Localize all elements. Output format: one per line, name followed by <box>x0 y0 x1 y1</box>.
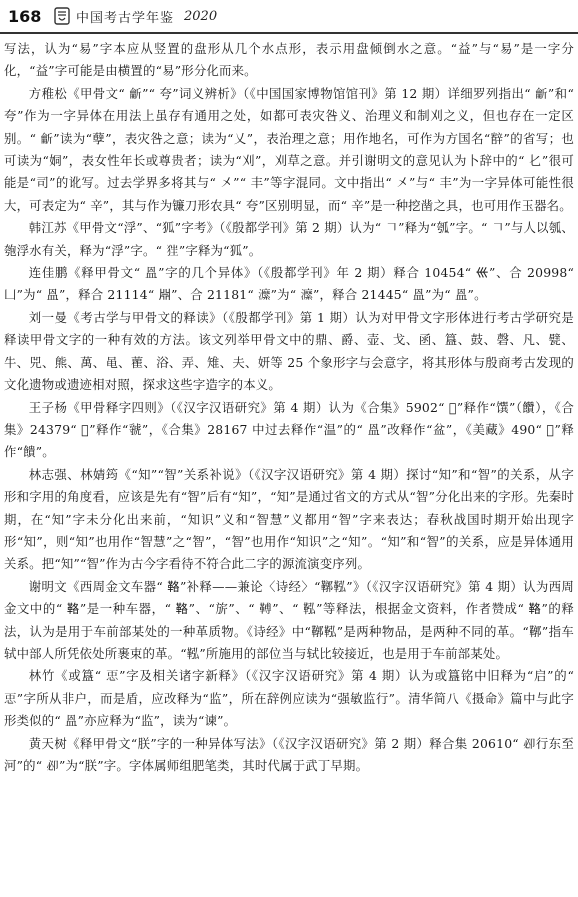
paragraph: 林志强、林婧筠《“知”“智”关系补说》（《汉字汉语研究》第 4 期）探讨“知”和“智”的关系，从字形和字用的角度看，应该是先有“智”后有“知”，“知”是通过省文的方式从“智”分化出来的字形。先秦时期，在“知”字未分化出来前，“知识”义和“智慧”义都用“智”字来表达；春秋战国时期开始出现字形“知”，则“知”也用作“智慧”之“智”，“智”也用作“知识”之“知”。“知”和“智”的关系，应是异体通用关系。把“知”“智”作为古今字看待不符合此二字的源流演变序列。 <box>4 466 574 572</box>
yearbook-logo-icon <box>54 7 70 25</box>
paragraph: 黄天树《释甲骨文“朕”字的一种异体写法》（《汉字汉语研究》第 2 期）释合集 20610“ 𠨘行东至河”的“ 𠨘”为“朕”字。字体属师组肥笔类，其时代属于武丁早期。 <box>4 735 574 773</box>
paragraph: 王子杨《甲骨释字四则》（《汉字汉语研究》第 4 期）认为《合集》5902“ 𩚺”释作“馔”（饡），《合集》24379“ 𧆞”释作“虢”，《合集》28167 中过去释作“温”的“ 𥁕”改释作“盆”，《美藏》490“ 𩚺”释作“饋”。 <box>4 399 574 460</box>
header-rule <box>0 32 578 34</box>
paragraph: 谢明文《西周金文车器“ 𩊚”补释——兼论〈诗经〉“鞹鞃”》（《汉字汉语研究》第 4 期）认为西周金文中的“ 𩊚”是一种车器，“ 𩊚”、“旂”、“ 𩌏”、“ 鞃”等释法，根据金文资料，作者赞成“ 𩊚”的释法，认为是用于车前部某处的一种革质物。《诗经》中“鞹鞃”是两种物品，是两种不同的革。“鞹”指车轼中部人所凭依处所裹束的革。“鞃”所施用的部位当与轼比较接近，也是用于车前部某处。 <box>4 578 574 661</box>
page-number: 168 <box>8 6 42 26</box>
running-header <box>0 0 578 32</box>
journal-year: 2020 <box>184 8 218 24</box>
paragraph: 连佳鹏《释甲骨文“ 𥁕”字的几个异体》（《殷都学刊》年 2 期）释合 10454“ 𡿧”、合 20998“ 凵”为“ 𥁕”，释合 21114“ 𣶒”、合 21181“ 𤃰”为“ 𤃰”，释合 21445“ 𥁕”为“ 𥁕”。 <box>4 265 574 303</box>
article-body <box>4 38 574 777</box>
journal-title: 中国考古学年鉴 <box>76 10 175 26</box>
paragraph: 刘一曼《考古学与甲骨文的释读》（《殷都学刊》第 1 期）认为对甲骨文字形体进行考古学研究是释读甲骨文字的一种有效的方法。该文列举甲骨文中的鼎、爵、壶、戈、函、簋、鼓、磬、凡、甓、牛、兕、熊、萬、黾、雚、浴、弄、雉、夫、妍等 25 个象形字与会意字，将其形体与殷商考古发现的文化遗物或遗迹相对照，探求这些字造字的本义。 <box>4 309 574 393</box>
paragraph: 写法，认为“易”字本应从竖置的盘形从几个水点形，表示用盘倾倒水之意。“益”与“易”是一字分化，“益”字可能是由横置的“易”形分化而来。 <box>4 41 574 79</box>
paragraph: 林竹《或簋“ 𢘑”字及相关诸字新释》（《汉字汉语研究》第 4 期）认为或簋铭中旧释为“启”的“ 𢘑”字所从非户，而是盾，应改释为“监”，所在辞例应读为“强敏监行”。清华简八《摄命》篇中与此字形类似的“ 𥁕”亦应释为“监”，读为“谏”。 <box>4 668 574 729</box>
paragraph: 韩江苏《甲骨文“浮”、“狐”字考》（《殷都学刊》第 2 期）认为“ 𠃍”释为“瓠”字。“ 𠃍”与人以瓠、匏浮水有关，释为“浮”字。“ 𤝵”字释为“狐”。 <box>4 220 574 258</box>
paragraph: 方稚松《甲骨文“ 𪛊”“ 夸”词义辨析》（《中国国家博物馆馆刊》第 12 期）详细罗列指出“ 𪛊”和“ 夸”作为一字异体在用法上虽存有通用之处，如都可表灾咎义、治理义和制刈之义，但也存在一定区别。“ 𪛊”读为“孽”，表灾咎之意；读为“乂”，表治理之意；用作地名，可作为方国名“辥”的省写；也可读为“姛”，表女性年长或尊贵者；读为“刈”，刈草之意。并引谢明文的意见认为卜辞中的“ 𠤎”很可能是“司”的讹写。过去学界多将其与“ 㐅”“ 丰”等字混同。文中指出“ 㐅”与“ 丰”为一字异体可能性很大，可表定为“ 辛”，其与作为镰刀形农具“ 夸”区别明显，而“ 辛”是一种挖凿之具，也可用作玉器名。 <box>4 85 574 213</box>
